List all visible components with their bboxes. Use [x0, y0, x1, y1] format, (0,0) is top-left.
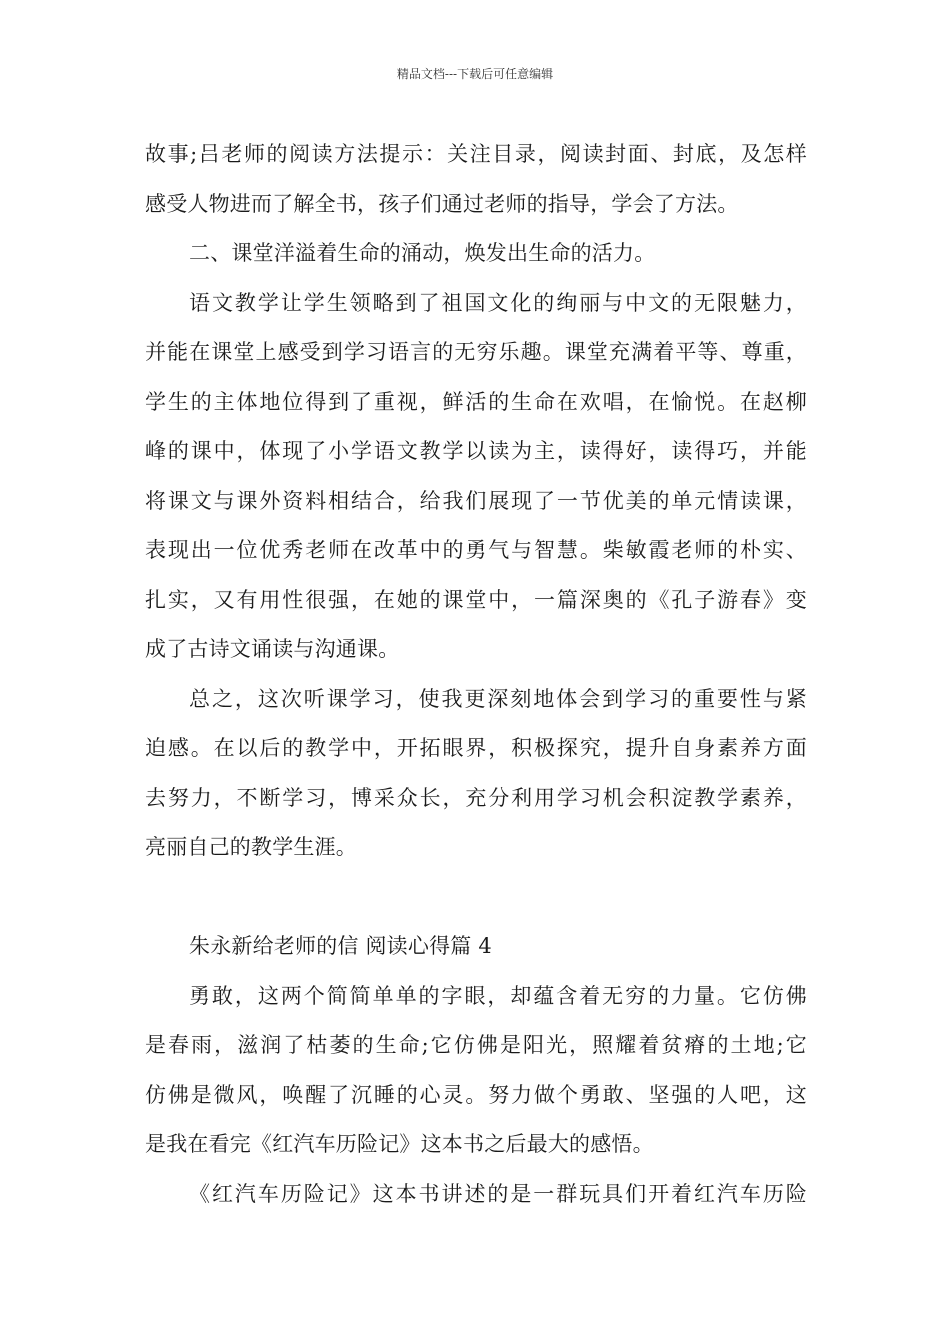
paragraph-line: 将课文与课外资料相结合，给我们展现了一节优美的单元情读课，: [145, 488, 807, 513]
paragraph-line: 总之，这次听课学习，使我更深刻地体会到学习的重要性与紧: [189, 686, 807, 711]
paragraph-line: 学生的主体地位得到了重视，鲜活的生命在欢唱，在愉悦。在赵柳: [145, 389, 807, 414]
paragraph-line: 感受人物进而了解全书，孩子们通过老师的指导，学会了方法。: [145, 191, 739, 216]
paragraph-line: 成了古诗文诵读与沟通课。: [145, 637, 400, 661]
paragraph-line: 扎实，又有用性很强，在她的课堂中，一篇深奥的《孔子游春》变: [145, 587, 807, 612]
paragraph-line: 是春雨，滋润了枯萎的生命;它仿佛是阳光，照耀着贫瘠的土地;它: [145, 1033, 807, 1057]
paragraph-line: 去努力，不断学习，博采众长，充分利用学习机会积淀教学素养，: [145, 785, 807, 810]
paragraph-line: 并能在课堂上感受到学习语言的无穷乐趣。课堂充满着平等、尊重，: [145, 340, 807, 364]
paragraph-line: 峰的课中，体现了小学语文教学以读为主，读得好，读得巧，并能: [145, 439, 807, 463]
paragraph-line: 《红汽车历险记》这本书讲述的是一群玩具们开着红汽车历险: [189, 1181, 807, 1206]
article-title: 朱永新给老师的信 阅读心得篇 4: [189, 934, 492, 958]
paragraph-line: 亮丽自己的教学生涯。: [145, 835, 357, 859]
paragraph-line: 表现出一位优秀老师在改革中的勇气与智慧。柴敏霞老师的朴实、: [145, 538, 807, 562]
paragraph-line: 迫感。在以后的教学中，开拓眼界，积极探究，提升自身素养方面: [145, 736, 807, 760]
page-header: 精品文档---下载后可任意编辑: [396, 67, 554, 81]
paragraph-line: 语文教学让学生领略到了祖国文化的绚丽与中文的无限魅力，: [189, 290, 807, 315]
paragraph-line: 是我在看完《红汽车历险记》这本书之后最大的感悟。: [145, 1132, 654, 1156]
paragraph-line: 仿佛是微风，唤醒了沉睡的心灵。努力做个勇敢、坚强的人吧，这: [145, 1082, 807, 1107]
paragraph-line: 故事;吕老师的阅读方法提示：关注目录，阅读封面、封底，及怎样: [145, 142, 807, 166]
section-heading: 二、课堂洋溢着生命的涌动，焕发出生命的活力。: [189, 241, 656, 265]
document-body: [145, 130, 807, 1219]
paragraph-line: 勇敢，这两个简简单单的字眼，却蕴含着无穷的力量。它仿佛: [189, 983, 807, 1008]
blank-line: [145, 873, 807, 923]
